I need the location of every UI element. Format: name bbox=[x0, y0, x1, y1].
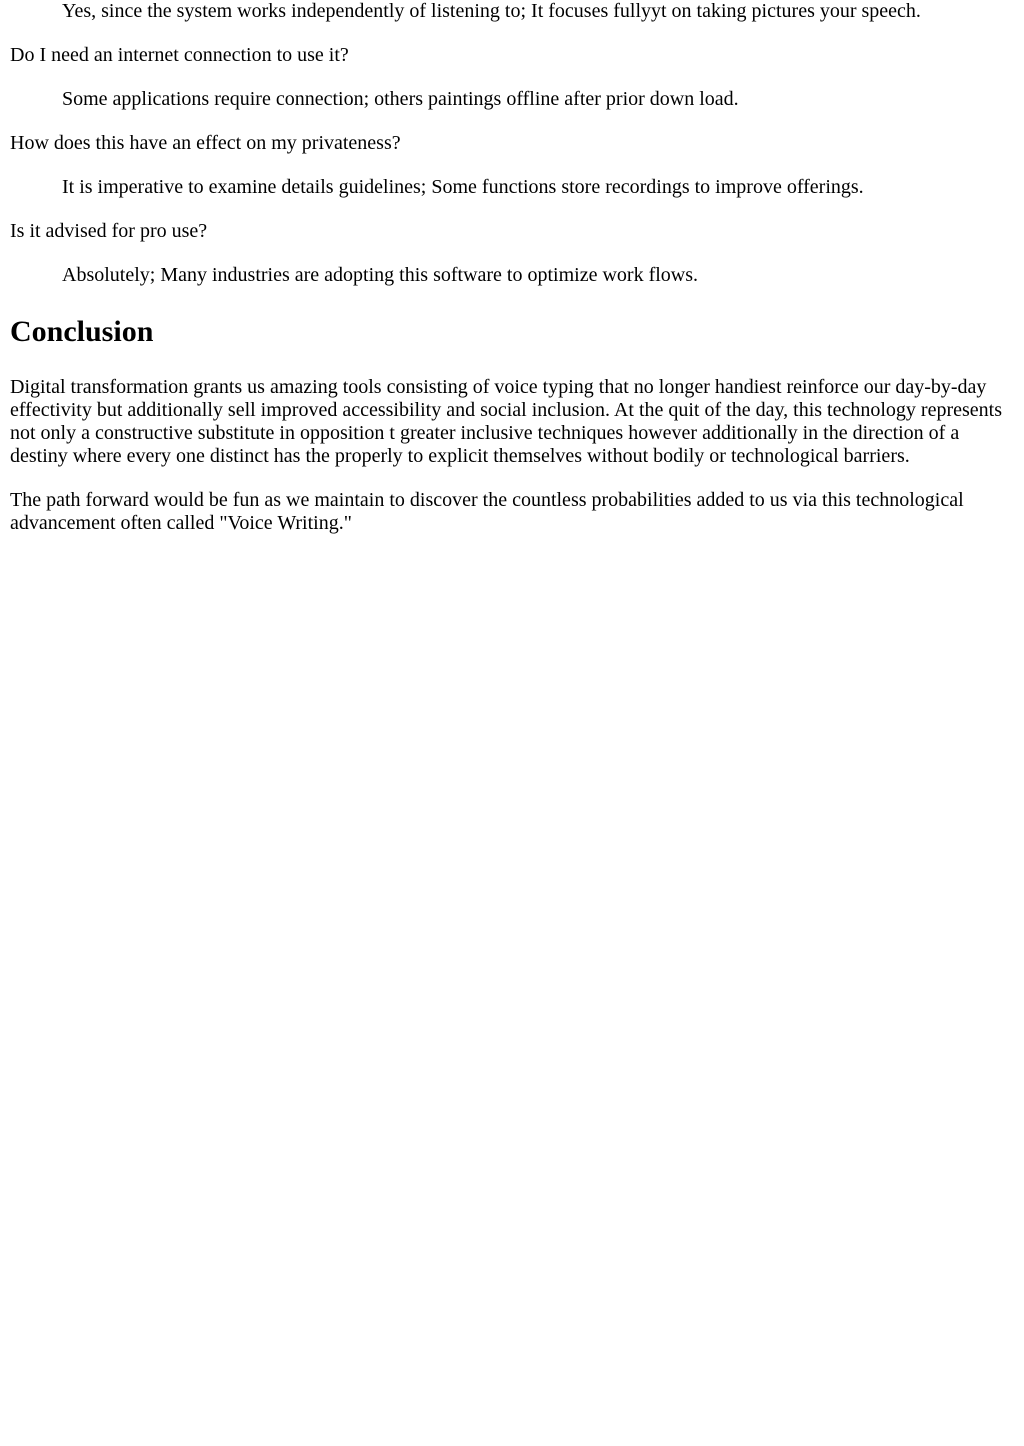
faq-question-3: How does this have an effect on my privateness? bbox=[10, 132, 401, 154]
spacer bbox=[10, 23, 1014, 44]
spacer bbox=[10, 67, 1014, 88]
faq-list bbox=[10, 0, 1014, 287]
faq-question-4: Is it advised for pro use? bbox=[10, 220, 208, 242]
spacer bbox=[10, 155, 1014, 176]
faq-answer-3: It is imperative to examine details guidelines; Some functions store recordings to improve offerings. bbox=[62, 176, 864, 198]
conclusion-paragraph-1: Digital transformation grants us amazing tools consisting of voice typing that no longer handiest reinforce our day-by-day effectivity but additionally sell improved accessibility and social inclusion. At the quit of the day, this technology represents not only a constructive substitute in opposition t greater inclusive techniques however additionally in the direction of a destiny where every one distinct has the properly to explicit themselves without bodily or technological barriers. bbox=[10, 376, 1003, 467]
faq-question-2: Do I need an internet connection to use it? bbox=[10, 44, 349, 66]
faq-answer-1: Yes, since the system works independently of listening to; It focuses fullyyt on taking pictures your speech. bbox=[62, 0, 921, 22]
document-page bbox=[0, 0, 1024, 535]
spacer bbox=[10, 243, 1014, 264]
conclusion-heading: Conclusion bbox=[10, 315, 154, 348]
faq-answer-4: Absolutely; Many industries are adopting this software to optimize work flows. bbox=[62, 264, 699, 286]
faq-answer-2: Some applications require connection; others paintings offline after prior down load. bbox=[62, 88, 739, 110]
spacer bbox=[10, 199, 1014, 220]
conclusion-paragraph-2: The path forward would be fun as we maintain to discover the countless probabilities added to us via this technological advancement often called "Voice Writing." bbox=[10, 489, 964, 534]
spacer bbox=[10, 111, 1014, 132]
